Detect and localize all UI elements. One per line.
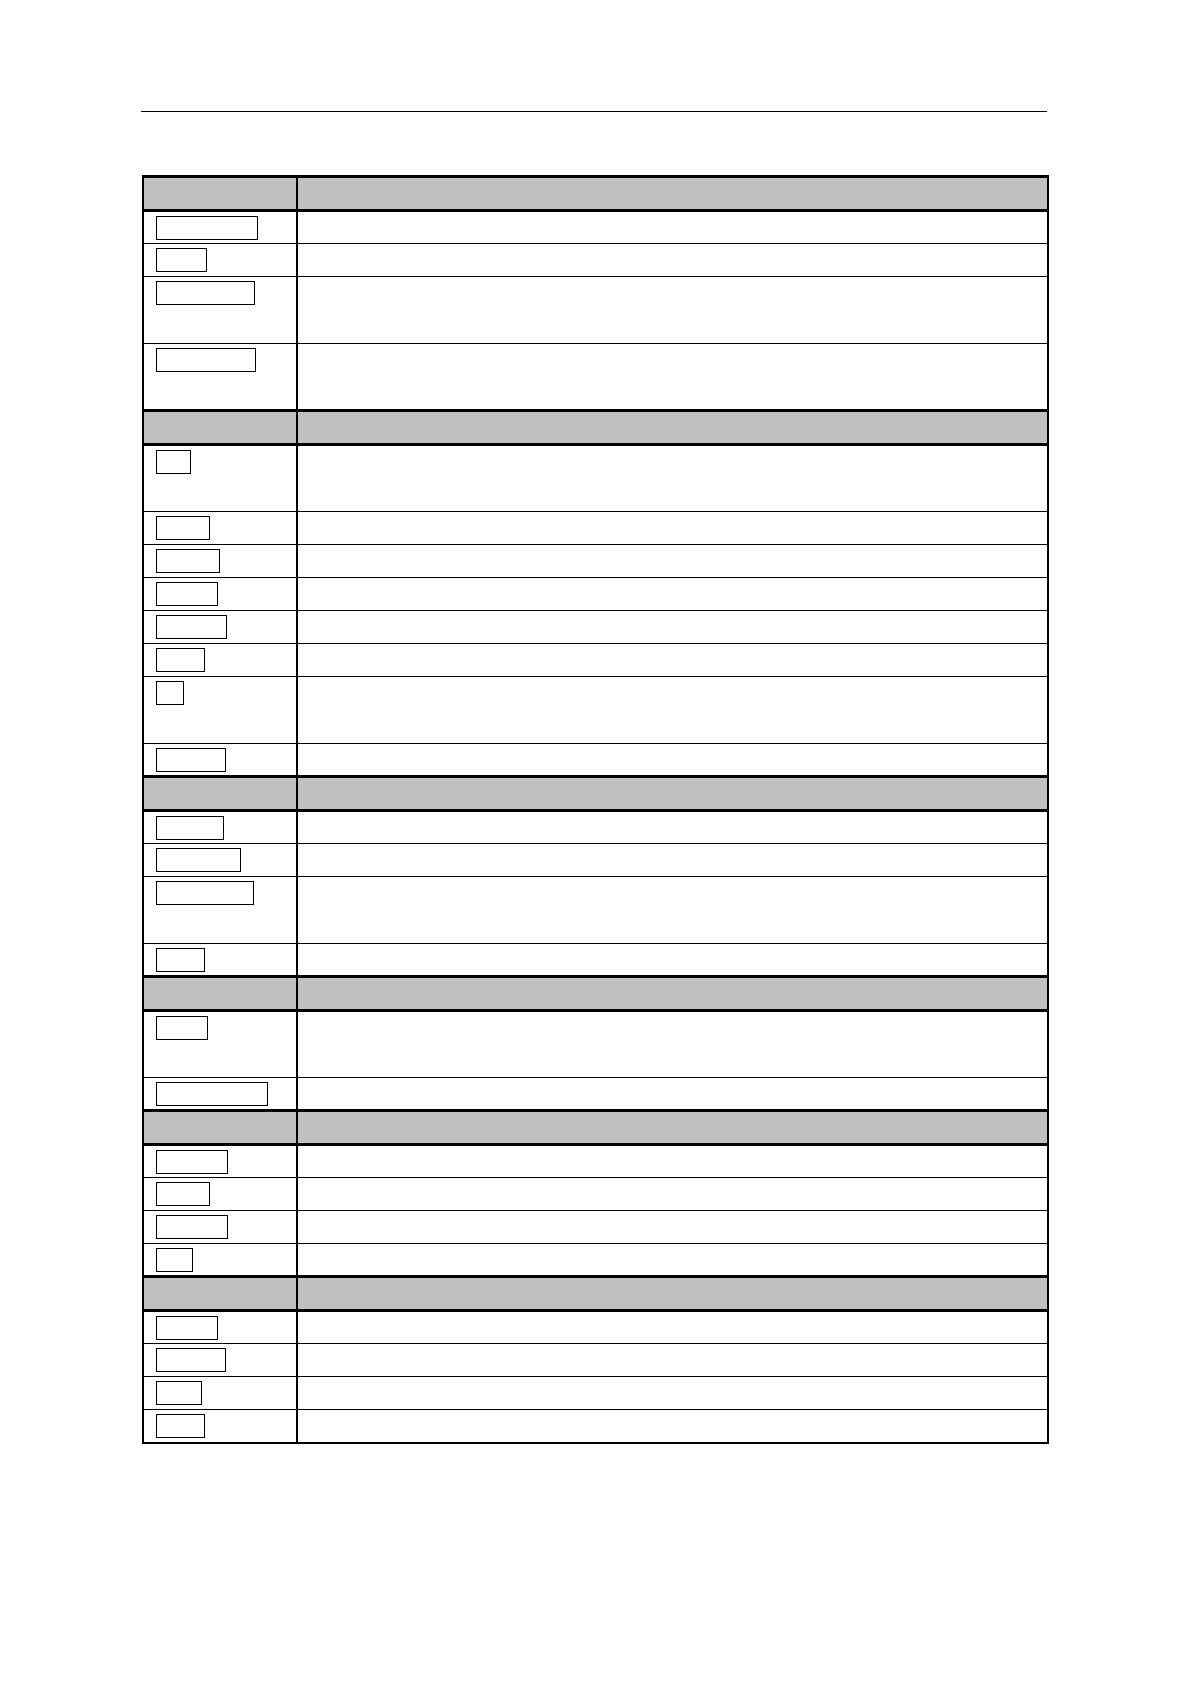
key-button-glyph [156,549,220,573]
key-description [297,1244,1048,1277]
table-row [143,545,1048,578]
key-cell [143,644,297,677]
table-row [143,578,1048,611]
key-button-glyph [156,1016,208,1040]
group-description [297,1277,1048,1311]
key-button-glyph [156,1082,268,1106]
key-cell [143,1178,297,1211]
table-row [143,1344,1048,1377]
key-description [297,1145,1048,1178]
table-row [143,1145,1048,1178]
key-description [297,844,1048,877]
key-description [297,277,1048,344]
group-description [297,177,1048,211]
key-button-glyph [156,1316,218,1340]
key-description [297,244,1048,277]
key-cell [143,344,297,411]
header-rule [141,111,1047,112]
key-description [297,1178,1048,1211]
key-cell [143,512,297,545]
table-row [143,277,1048,344]
table-row [143,677,1048,744]
key-button-glyph [156,216,258,240]
key-cell [143,1311,297,1344]
group-title [143,1111,297,1145]
key-button-glyph [156,1348,226,1372]
key-button-glyph [156,748,226,772]
group-header-row [143,1111,1048,1145]
key-button-glyph [156,881,254,905]
key-button-glyph [156,1182,210,1206]
key-button-glyph [156,281,255,305]
key-description [297,211,1048,244]
key-button-glyph [156,248,207,272]
key-description [297,344,1048,411]
group-header-row [143,1277,1048,1311]
key-cell [143,1211,297,1244]
key-cell [143,277,297,344]
key-cell [143,578,297,611]
table-row [143,1211,1048,1244]
table-row [143,445,1048,512]
key-cell [143,1078,297,1111]
key-button-glyph [156,516,210,540]
key-cell [143,811,297,844]
key-button-glyph [156,1150,228,1174]
group-description [297,777,1048,811]
key-button-glyph [156,848,241,872]
key-description [297,1410,1048,1443]
group-header-row [143,977,1048,1011]
table-row [143,1311,1048,1344]
key-cell [143,244,297,277]
key-cell [143,211,297,244]
key-cell [143,1244,297,1277]
key-button-glyph [156,1381,202,1405]
key-cell [143,545,297,578]
table-row [143,512,1048,545]
key-description [297,877,1048,944]
group-title [143,777,297,811]
key-description [297,811,1048,844]
key-cell [143,677,297,744]
table-row [143,644,1048,677]
key-button-glyph [156,450,191,474]
key-description [297,1377,1048,1410]
key-cell [143,1344,297,1377]
table-body [143,177,1048,1443]
group-header-row [143,777,1048,811]
group-header-row [143,411,1048,445]
key-description [297,1011,1048,1078]
group-description [297,1111,1048,1145]
key-description [297,578,1048,611]
key-cell [143,844,297,877]
table-row [143,1178,1048,1211]
table-row [143,844,1048,877]
key-button-glyph [156,615,227,639]
key-button-glyph [156,1248,193,1272]
group-description [297,411,1048,445]
table-row [143,1011,1048,1078]
key-button-glyph [156,816,224,840]
table-row [143,944,1048,977]
table-row [143,877,1048,944]
key-description [297,545,1048,578]
key-function-table [142,175,1049,1444]
key-cell [143,744,297,777]
group-title [143,1277,297,1311]
key-description [297,677,1048,744]
key-cell [143,944,297,977]
key-button-glyph [156,648,205,672]
key-description [297,611,1048,644]
group-description [297,977,1048,1011]
group-header-row [143,177,1048,211]
key-button-glyph [156,1215,228,1239]
table-row [143,611,1048,644]
table-row [143,1377,1048,1410]
key-cell [143,877,297,944]
table-row [143,244,1048,277]
key-description [297,512,1048,545]
key-description [297,944,1048,977]
key-button-glyph [156,681,184,705]
key-button-glyph [156,948,205,972]
key-cell [143,1377,297,1410]
table-row [143,744,1048,777]
group-title [143,977,297,1011]
key-cell [143,445,297,512]
key-cell [143,1410,297,1443]
key-description [297,1078,1048,1111]
table-row [143,211,1048,244]
key-description [297,445,1048,512]
group-title [143,411,297,445]
table-row [143,811,1048,844]
table-row [143,1410,1048,1443]
key-cell [143,1011,297,1078]
key-description [297,1344,1048,1377]
table-row [143,1078,1048,1111]
key-cell [143,1145,297,1178]
key-description [297,644,1048,677]
table-row [143,344,1048,411]
key-button-glyph [156,1414,205,1438]
key-description [297,1211,1048,1244]
table-row [143,1244,1048,1277]
group-title [143,177,297,211]
key-description [297,744,1048,777]
key-button-glyph [156,348,256,372]
key-cell [143,611,297,644]
key-description [297,1311,1048,1344]
key-button-glyph [156,582,218,606]
